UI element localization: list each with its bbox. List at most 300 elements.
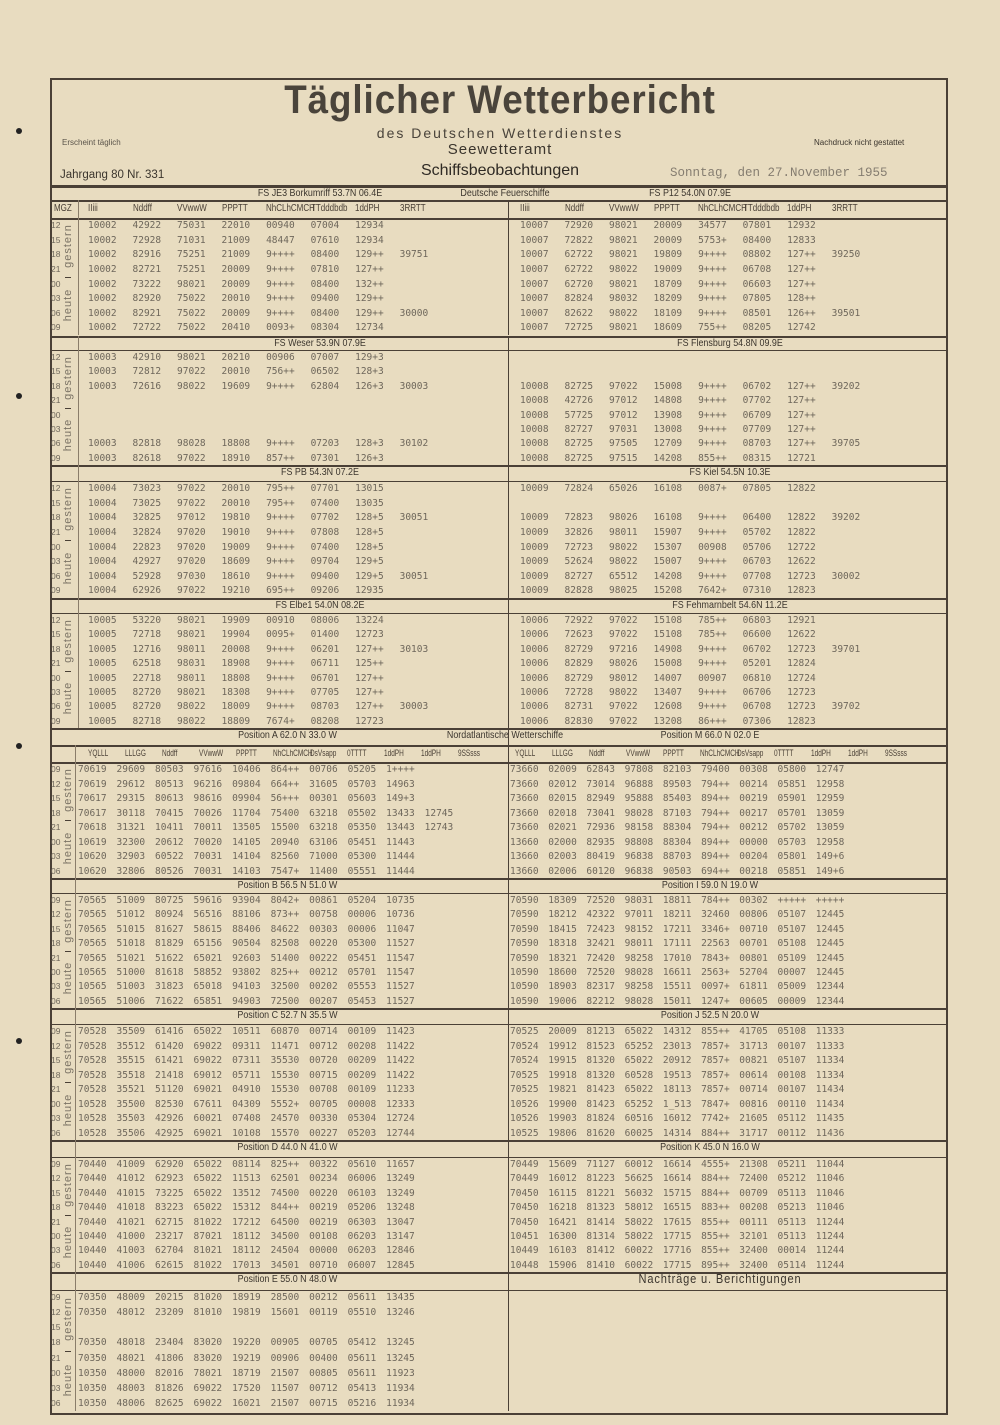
table-row: 10009 52624 98022 15007 9++++ 06703 12622 <box>520 556 816 568</box>
divider <box>508 1008 509 1140</box>
divider <box>50 1157 946 1158</box>
report-title: Täglicher Wetterbericht <box>284 78 716 122</box>
divider <box>50 613 946 614</box>
table-row: 70525 19918 81320 60528 19513 7857+ 00614 00108 11334 <box>510 1069 845 1081</box>
divider <box>78 465 79 598</box>
divider <box>65 1215 71 1216</box>
time-label: 06 <box>51 701 61 712</box>
table-row: 70590 18309 72520 98031 18811 784++ 00302 +++++ +++++ <box>510 895 845 906</box>
table-row: 10009 72824 65026 16108 0087+ 07805 12822 <box>520 483 816 494</box>
table-row: 70525 19821 81423 65022 18113 7857+ 00714 00107 11434 <box>510 1084 845 1095</box>
table-row: 70440 41018 83223 65022 15312 844++ 00219 05206 13248 <box>78 1202 415 1214</box>
time-label: 00 <box>51 278 61 289</box>
time-label: 06 <box>51 1127 61 1138</box>
time-label: 12 <box>51 909 61 920</box>
time-label: 21 <box>51 952 61 963</box>
time-label: 18 <box>51 1337 61 1348</box>
section-title: Position D 44.0 N 41.0 W <box>237 1141 338 1153</box>
time-label: 18 <box>51 1069 61 1080</box>
time-label: 21 <box>51 263 61 274</box>
time-label: 09 <box>51 715 61 726</box>
table-row: 10350 48003 81826 69022 17520 11507 00712 05413 11934 <box>78 1382 415 1394</box>
yesterday-label: gestern <box>62 1297 74 1342</box>
table-row: 10004 22823 97020 19009 9++++ 07400 128+5 <box>88 541 384 553</box>
column-header: IIiii <box>88 203 98 214</box>
column-header: 1ddPH <box>811 748 831 758</box>
time-label: 06 <box>51 1397 61 1408</box>
table-row: 10005 62518 98031 18908 9++++ 06711 125++ <box>88 658 384 670</box>
table-row: 70350 48018 23404 83020 19220 00905 00705 05412 13245 <box>78 1337 415 1349</box>
table-row: 70590 18318 32421 98011 17111 22563 00701 05108 12445 <box>510 938 845 950</box>
table-row: 13660 02003 80419 96838 88703 894++ 00204 05801 149+6 <box>510 851 845 862</box>
table-row: 10003 72812 97022 20010 756++ 06502 128+3 <box>88 366 384 378</box>
column-header: PPPTT <box>653 203 680 214</box>
column-header: IIiii <box>520 203 530 214</box>
table-row: 10003 72616 98022 19609 9++++ 62804 126+3 30003 <box>88 380 429 392</box>
table-row: 70617 29315 80613 98616 09904 56+++ 00301 05603 149+3 <box>78 793 415 804</box>
table-row: 10009 82828 98025 15208 7642+ 07310 12823 <box>520 585 816 597</box>
column-header: Nddff <box>132 203 152 214</box>
time-label: 09 <box>51 452 61 463</box>
time-label: 06 <box>51 995 61 1006</box>
time-label: 21 <box>51 526 61 537</box>
divider <box>50 1290 946 1291</box>
yesterday-label: gestern <box>62 224 74 269</box>
time-label: 00 <box>51 966 61 977</box>
table-row: 10007 82622 98022 18109 9++++ 08501 126++ 39501 <box>520 307 861 319</box>
section-title: FS JE3 Borkumriff 53.7N 06.4E <box>257 187 383 199</box>
table-row: 10006 82829 98026 15008 9++++ 05201 12824 <box>520 658 816 670</box>
time-label: 18 <box>51 807 61 818</box>
column-header: Nddff <box>564 203 584 214</box>
divider <box>50 893 946 894</box>
yesterday-label: gestern <box>62 618 74 663</box>
column-header: 1ddPH <box>421 748 441 758</box>
table-row: 13660 02006 60120 96838 90503 694++ 00218 05851 149+6 <box>510 865 845 877</box>
time-label: 03 <box>51 686 61 697</box>
table-row: 70528 35512 61420 69022 09311 11471 00712 00208 11422 <box>78 1040 415 1052</box>
table-row: 10009 82727 65512 14208 9++++ 07708 12723 30002 <box>520 570 861 582</box>
table-row: 70528 35518 21418 69012 05711 15530 00715 00209 11422 <box>78 1069 415 1081</box>
column-header: VVwwW <box>177 203 207 214</box>
table-row: 10006 82729 97216 14908 9++++ 06702 12723 39701 <box>520 643 861 655</box>
table-row: 70449 16012 81223 56625 16614 884++ 72400 05212 11046 <box>510 1173 845 1185</box>
table-row: 10590 19006 82212 98028 15011 1247+ 00605 00009 12344 <box>510 995 845 1007</box>
table-row: 70524 19912 81523 65252 23013 7857+ 31713 00107 11333 <box>510 1040 845 1052</box>
time-label: 15 <box>51 366 61 377</box>
table-row: 70440 41009 62920 65022 08114 825++ 00322 05610 11657 <box>78 1159 415 1170</box>
time-label: 18 <box>51 643 61 654</box>
table-row: 73660 02015 82949 95888 85403 894++ 00219 05901 12959 <box>510 793 845 804</box>
table-row: 10006 82731 97022 12608 9++++ 06708 12723 39702 <box>520 701 861 713</box>
yesterday-label: gestern <box>62 1162 74 1207</box>
section-title: Position E 55.0 N 48.0 W <box>237 1273 338 1285</box>
section-title: Position M 66.0 N 02.0 E <box>660 729 760 741</box>
table-row: 10002 73222 98021 20009 9++++ 08400 132++ <box>88 278 384 290</box>
time-label: 12 <box>51 352 61 362</box>
time-label: 06 <box>51 1259 61 1270</box>
time-label: 18 <box>51 249 61 260</box>
table-row: 10008 82727 97031 13008 9++++ 07709 127++ <box>520 423 816 435</box>
column-header: 0TTTT <box>347 748 367 758</box>
punch-hole <box>16 743 22 749</box>
table-row: 73660 02012 73014 96888 89503 794++ 00214 05851 12958 <box>510 778 845 790</box>
time-label: 00 <box>51 1230 61 1241</box>
table-row: 10007 82824 98032 18209 9++++ 07805 128++ <box>520 293 816 305</box>
table-row: 70565 51009 80725 59616 93904 8042+ 00861 05204 10735 <box>78 895 415 906</box>
table-row: 10007 72920 98021 20009 34577 07801 12932 <box>520 220 816 231</box>
table-row: 10440 41000 23217 87021 18112 34500 00108 06203 13147 <box>78 1230 415 1242</box>
punch-hole <box>16 1038 22 1044</box>
table-row: 13660 02000 82935 98808 88304 894++ 00000 05703 12958 <box>510 836 845 848</box>
column-header: 1ddPH <box>848 748 868 758</box>
divider <box>75 1272 76 1411</box>
column-header: TTdddbdb <box>742 203 779 214</box>
table-row: 10620 32806 80526 70031 14103 7547+ 11400 05551 11444 <box>78 865 415 877</box>
time-label: 09 <box>51 585 61 596</box>
table-row: 70528 35509 61416 65022 10511 60870 00714 00109 11423 <box>78 1026 415 1037</box>
table-row: 10008 82725 97505 12709 9++++ 08703 127++ 39705 <box>520 438 861 450</box>
column-header: PPPTT <box>236 748 257 758</box>
column-header: NhCLhCMCH <box>266 203 315 214</box>
time-label: 15 <box>51 793 61 803</box>
table-row: 10526 19900 81423 65252 1_513 7847+ 00816 00110 11434 <box>510 1098 845 1110</box>
table-row: 10590 18903 82317 98258 15511 0097+ 61811 05009 12344 <box>510 981 845 993</box>
time-label: 09 <box>51 764 61 774</box>
time-label: 03 <box>51 1113 61 1123</box>
time-label: 12 <box>51 1040 61 1051</box>
section-title: FS Fehmarnbelt 54.6N 11.2E <box>672 599 788 611</box>
copyright-note: Nachdruck nicht gestattet <box>814 138 905 147</box>
divider <box>65 1351 71 1352</box>
divider <box>65 277 71 278</box>
table-row: 10451 16300 81314 58022 17715 855++ 32101 05113 11244 <box>510 1230 845 1242</box>
table-row: 70350 48012 23209 81010 19819 15601 00119 05510 13246 <box>78 1307 415 1319</box>
table-row: 10528 35503 42926 60021 07408 24570 00330 05304 12724 <box>78 1113 415 1124</box>
table-row: 70619 29609 80503 97616 10406 864++ 00706 05205 1++++ <box>78 764 415 775</box>
time-label: 15 <box>51 629 61 640</box>
section-title: FS PB 54.3N 07.2E <box>281 466 359 478</box>
table-row: 10002 82916 75251 21009 9++++ 08400 129++ 39751 <box>88 249 429 261</box>
time-label: 00 <box>51 1098 61 1109</box>
time-label: 00 <box>51 1367 61 1378</box>
table-row: 70619 29612 80513 96216 09804 664++ 31605 05703 14963 <box>78 778 415 790</box>
section-title: FS Elbe1 54.0N 08.2E <box>275 599 365 611</box>
time-label: 03 <box>51 1245 61 1256</box>
divider <box>78 200 79 335</box>
table-row: 73660 02021 72936 98158 88304 794++ 00212 05702 13059 <box>510 822 845 833</box>
table-row: 10005 53220 98021 19909 00910 08006 13224 <box>88 615 384 626</box>
table-row: 10565 51006 71622 65851 94903 72500 00207 05453 11527 <box>78 995 415 1007</box>
time-label: 00 <box>51 409 61 420</box>
time-label: 15 <box>51 1322 61 1333</box>
column-header: LLLGG <box>125 748 146 758</box>
column-header: 1ddPH <box>355 203 380 214</box>
table-row: 10565 51000 81618 58852 93802 825++ 00212 05701 11547 <box>78 966 415 978</box>
divider <box>508 728 509 878</box>
table-row: 10009 32826 98011 15907 9++++ 05702 12822 <box>520 526 816 538</box>
column-header: DsVsapp <box>737 748 764 758</box>
table-row: 10590 18600 72520 98028 16611 2563+ 52704 00007 12445 <box>510 966 845 978</box>
section-title: Position K 45.0 N 16.0 W <box>660 1141 760 1153</box>
time-label: 12 <box>51 615 61 625</box>
section-title: Position C 52.7 N 35.5 W <box>237 1009 338 1021</box>
time-label: 12 <box>51 778 61 789</box>
section-heading: Schiffsbeobachtungen <box>420 162 580 179</box>
table-row: 10004 52928 97030 18610 9++++ 09400 129+5 30051 <box>88 570 429 582</box>
divider <box>65 1082 71 1083</box>
yesterday-label: gestern <box>62 355 74 400</box>
table-row: 70440 41012 62923 65022 11513 62501 00234 06006 13249 <box>78 1173 415 1185</box>
time-label: 21 <box>51 1084 61 1094</box>
today-label: heute <box>62 831 74 865</box>
time-label: 03 <box>51 981 61 992</box>
divider <box>508 465 509 598</box>
table-row: 10004 42927 97020 18609 9++++ 09704 129+5 <box>88 556 384 568</box>
table-row: 10350 48006 82625 69022 16021 21507 00715 05216 11934 <box>78 1397 415 1409</box>
table-row: 70590 18321 72420 98258 17010 7843+ 00801 05109 12445 <box>510 952 845 964</box>
time-label: 06 <box>51 438 61 449</box>
table-row: 10528 35506 42925 69021 10108 15570 00227 05203 12744 <box>78 1127 415 1139</box>
column-header: LLLGG <box>552 748 573 758</box>
table-row: 10526 19903 81824 60516 16012 7742+ 21605 05112 11435 <box>510 1113 845 1124</box>
table-row: 10620 32903 60522 70031 14104 82560 71000 05300 11444 <box>78 851 415 862</box>
report-date: Sonntag, den 27.November 1955 <box>670 166 888 180</box>
time-label: 21 <box>51 658 61 669</box>
table-row: 10009 72823 98026 16108 9++++ 06400 12822 39202 <box>520 512 861 524</box>
column-header: NhCLhCMCH <box>273 748 313 758</box>
table-row: 10008 82725 97022 15008 9++++ 06702 127++ 39202 <box>520 380 861 392</box>
time-label: 15 <box>51 1055 61 1065</box>
divider <box>50 350 946 351</box>
divider <box>78 598 79 728</box>
table-row: 10005 72718 98021 19904 0095+ 01400 12723 <box>88 629 384 641</box>
divider <box>65 951 71 952</box>
mgz-label: MGZ <box>54 203 72 214</box>
table-row: 10004 32825 97012 19810 9++++ 07702 128+5 30051 <box>88 512 429 524</box>
divider <box>508 598 509 728</box>
table-row: 10619 32300 20612 70020 14105 20940 63106 05451 11443 <box>78 836 415 848</box>
table-row: 10005 82720 98022 18009 9++++ 08703 127++ 30003 <box>88 701 429 713</box>
column-header: 9SSsss <box>885 748 907 758</box>
table-row: 10004 32824 97020 19010 9++++ 07808 128+5 <box>88 526 384 538</box>
lightships-heading: Deutsche Feuerschiffe <box>460 187 550 199</box>
column-header: Nddff <box>589 748 605 758</box>
section-title: Position B 56.5 N 51.0 W <box>237 879 338 891</box>
time-label: 03 <box>51 1382 61 1393</box>
time-label: 12 <box>51 1173 61 1184</box>
today-label: heute <box>62 961 74 995</box>
column-header: 3RRTT <box>399 203 426 214</box>
yesterday-label: gestern <box>62 487 74 532</box>
office-name: Seewetteramt <box>447 141 553 158</box>
table-row: 70590 18415 72423 98152 17211 3346+ 00710 05107 12445 <box>510 923 845 935</box>
time-label: 06 <box>51 570 61 581</box>
column-header: 1ddPH <box>787 203 812 214</box>
divider <box>65 820 71 821</box>
table-row: 10007 62722 98021 19809 9++++ 08802 127++ 39250 <box>520 249 861 261</box>
column-header: DsVsapp <box>310 748 337 758</box>
table-row: 10002 82721 75251 20009 9++++ 07810 127++ <box>88 263 384 275</box>
table-row: 70440 41021 62715 81022 17212 64500 00219 06303 13047 <box>78 1216 415 1228</box>
time-label: 18 <box>51 938 61 949</box>
table-row: 10003 42910 98021 20210 00906 07007 129+3 <box>88 352 384 363</box>
table-row: 10007 62720 98021 18709 9++++ 06603 127++ <box>520 278 816 290</box>
column-header: VVwwW <box>609 203 639 214</box>
table-row: 10002 82920 75022 20010 9++++ 09400 129++ <box>88 293 384 305</box>
table-row: 70617 30118 70415 70026 11704 75400 63218 05502 13433 12745 <box>78 807 454 819</box>
divider <box>65 408 71 409</box>
time-label: 03 <box>51 556 61 567</box>
time-label: 15 <box>51 234 61 245</box>
table-row: 10004 73025 97022 20010 795++ 07400 13035 <box>88 497 384 509</box>
column-header: PPPTT <box>221 203 248 214</box>
table-row: 70565 51015 81627 58615 88406 84622 00303 00006 11047 <box>78 923 415 935</box>
column-header: VVwwW <box>626 748 651 758</box>
table-row: 10008 57725 97012 13908 9++++ 06709 127++ <box>520 409 816 421</box>
table-row: 10449 16103 81412 60022 17716 855++ 32400 00014 11244 <box>510 1245 845 1257</box>
table-row: 10440 41006 62615 81022 17013 34501 00710 06007 12845 <box>78 1259 415 1271</box>
weatherships-heading: Nordatlantische Wetterschiffe <box>446 729 564 741</box>
table-row: 10350 48000 82016 78021 18719 21507 00805 05611 11923 <box>78 1367 415 1379</box>
table-row: 10004 62926 97022 19210 695++ 09206 12935 <box>88 585 384 597</box>
column-header: 3RRTT <box>831 203 858 214</box>
table-row: 70450 16115 81221 56032 15715 884++ 00709 05113 11046 <box>510 1187 845 1199</box>
divider <box>508 1140 509 1272</box>
table-row: 70590 18212 42322 97011 18211 32460 00806 05107 12445 <box>510 909 845 921</box>
table-row: 70524 19915 81320 65022 20912 7857+ 00821 05107 11334 <box>510 1055 845 1066</box>
table-row: 10005 82720 98021 18308 9++++ 07705 127++ <box>88 686 384 698</box>
punch-hole <box>16 128 22 134</box>
yesterday-label: gestern <box>62 768 74 812</box>
time-label: 00 <box>51 672 61 683</box>
table-row: 70350 48009 20215 81020 18919 28500 00212 05611 13435 <box>78 1292 415 1303</box>
report-subtitle: des Deutschen Wetterdienstes <box>376 125 624 141</box>
yesterday-label: gestern <box>62 898 74 943</box>
table-row: 10448 15906 81410 60022 17715 895++ 32400 05114 11244 <box>510 1259 845 1271</box>
time-label: 18 <box>51 380 61 391</box>
table-row: 10565 51003 31823 65018 94103 32500 00202 05553 11527 <box>78 981 415 993</box>
column-header: YQLLL <box>88 748 109 758</box>
table-row: 10440 41003 62704 81021 18112 24504 00000 06203 12846 <box>78 1245 415 1257</box>
today-label: heute <box>62 551 74 585</box>
column-header: PPPTT <box>663 748 684 758</box>
divider <box>50 1024 946 1025</box>
table-row: 10007 62722 98022 19009 9++++ 06708 127++ <box>520 263 816 275</box>
time-label: 03 <box>51 851 61 861</box>
table-row: 70565 51012 80924 56516 88106 873++ 00758 00006 10736 <box>78 909 415 921</box>
table-row: 10005 82718 98022 18809 7674+ 08208 12723 <box>88 715 384 727</box>
table-row: 73660 02009 62843 97808 82103 79400 00308 05800 12747 <box>510 764 845 775</box>
table-row: 10006 82830 97022 13208 86+++ 07306 12823 <box>520 715 816 727</box>
table-row: 70565 51018 81829 65156 90504 82508 00220 05300 11527 <box>78 938 415 950</box>
divider <box>50 481 946 482</box>
table-row: 70450 16218 81323 58012 16515 883++ 00208 05213 11046 <box>510 1202 845 1214</box>
time-label: 09 <box>51 322 61 333</box>
table-row: 70565 51021 51622 65021 92603 51400 00222 05451 11547 <box>78 952 415 964</box>
time-label: 21 <box>51 1216 61 1227</box>
table-row: 10002 82921 75022 20009 9++++ 08400 129++ 30000 <box>88 307 429 319</box>
time-label: 09 <box>51 1026 61 1036</box>
divider <box>75 1140 76 1272</box>
time-label: 21 <box>51 1352 61 1363</box>
time-label: 21 <box>51 822 61 832</box>
divider <box>65 671 71 672</box>
section-title: Position I 59.0 N 19.0 W <box>661 879 759 891</box>
table-row: 10006 72623 97022 15108 785++ 06600 12622 <box>520 629 816 641</box>
column-header: Nddff <box>162 748 178 758</box>
section-title: Position J 52.5 N 20.0 W <box>660 1009 760 1021</box>
issue-number: Jahrgang 80 Nr. 331 <box>60 169 165 181</box>
column-header: 9SSsss <box>458 748 480 758</box>
punch-hole <box>16 393 22 399</box>
today-label: heute <box>62 1363 74 1397</box>
divider <box>508 1272 509 1411</box>
table-row: 10003 82618 97022 18910 857++ 07301 126+3 <box>88 452 384 464</box>
column-header: TTdddbdb <box>310 203 347 214</box>
frequency-note: Erscheint täglich <box>62 138 121 147</box>
table-row: 10006 72728 98022 13407 9++++ 06706 12723 <box>520 686 816 698</box>
column-header: NhCLhCMCH <box>698 203 747 214</box>
section-title: FS Kiel 54.5N 10.3E <box>689 466 771 478</box>
table-row: 10007 72822 98021 20009 5753+ 08400 12833 <box>520 234 816 246</box>
table-row: 70440 41015 73225 65022 13512 74500 00220 06103 13249 <box>78 1187 415 1199</box>
table-row: 10002 42922 75031 22010 00940 07004 12934 <box>88 220 384 231</box>
time-label: 15 <box>51 923 61 934</box>
time-label: 15 <box>51 1187 61 1198</box>
table-row: 70449 15609 71127 60012 16614 4555+ 21308 05211 11044 <box>510 1159 845 1170</box>
table-row: 70525 20009 81213 65022 14312 855++ 41705 05108 11333 <box>510 1026 845 1037</box>
time-label: 18 <box>51 1202 61 1213</box>
section-title: Position A 62.0 N 33.0 W <box>238 729 337 741</box>
table-row: 10002 72928 71031 21009 48447 07610 12934 <box>88 234 384 246</box>
table-row: 70450 16421 81414 58022 17615 855++ 00111 05113 11244 <box>510 1216 845 1228</box>
table-row: 10008 82725 97515 14208 855++ 08315 12721 <box>520 452 816 464</box>
time-label: 21 <box>51 395 61 406</box>
time-label: 15 <box>51 497 61 508</box>
table-row: 70528 35515 61421 69022 07311 35530 00720 00209 11422 <box>78 1055 415 1066</box>
divider <box>65 540 71 541</box>
time-label: 03 <box>51 293 61 304</box>
time-label: 09 <box>51 1159 61 1169</box>
time-label: 12 <box>51 483 61 493</box>
time-label: 00 <box>51 541 61 552</box>
time-label: 03 <box>51 423 61 434</box>
divider <box>508 200 509 335</box>
section-title: Nachträge u. Berichtigungen <box>638 1271 802 1286</box>
table-row: 10528 35500 82530 67611 04309 5552+ 00705 00008 12333 <box>78 1098 415 1110</box>
time-label: 09 <box>51 895 61 905</box>
table-row: 10005 12716 98011 20008 9++++ 06201 127++ 30103 <box>88 643 429 655</box>
section-title: FS Flensburg 54.8N 09.9E <box>677 337 783 349</box>
time-label: 12 <box>51 1307 61 1318</box>
time-label: 18 <box>51 512 61 523</box>
yesterday-label: gestern <box>62 1030 74 1074</box>
divider <box>75 745 76 878</box>
table-row: 10008 42726 97012 14808 9++++ 07702 127++ <box>520 395 816 407</box>
time-label: 09 <box>51 1292 61 1302</box>
column-header: VVwwW <box>199 748 224 758</box>
table-row: 10003 82818 98028 18808 9++++ 07203 128+3 30102 <box>88 438 429 450</box>
time-label: 12 <box>51 220 61 230</box>
today-label: heute <box>62 1225 74 1259</box>
divider <box>75 1008 76 1140</box>
time-label: 00 <box>51 836 61 847</box>
table-row: 70528 35521 51120 69021 04910 15530 00708 00109 11233 <box>78 1084 415 1095</box>
divider <box>508 336 509 465</box>
today-label: heute <box>62 288 74 322</box>
table-row: 10007 72725 98021 18609 755++ 08205 12742 <box>520 322 816 334</box>
